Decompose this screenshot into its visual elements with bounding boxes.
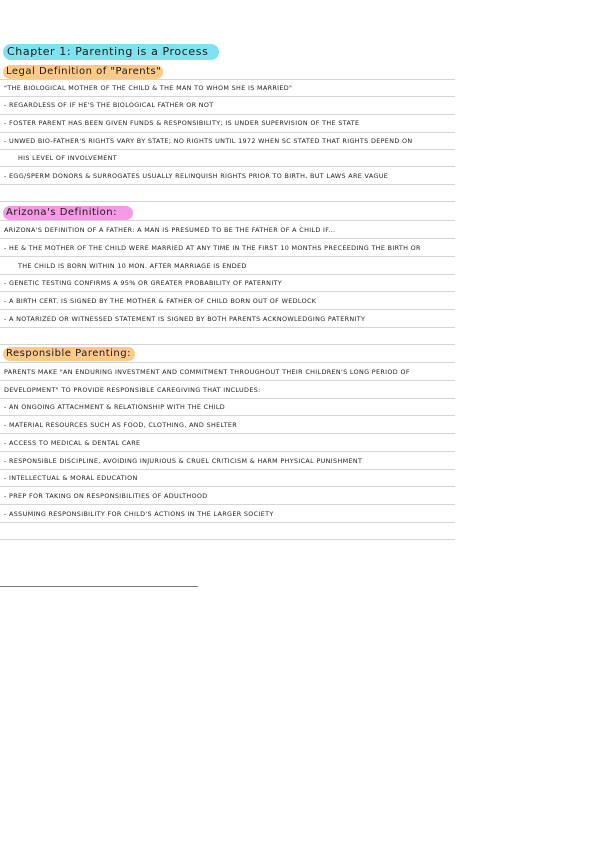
- note-line: - A NOTARIZED OR WITNESSED STATEMENT IS SIGNED BY BOTH PARENTS ACKNOWLEDGING PATERNITY: [4, 315, 366, 323]
- chapter-title: Chapter 1: Parenting is a Process: [3, 44, 219, 60]
- note-line: - ACCESS TO MEDICAL & DENTAL CARE: [4, 439, 141, 447]
- footnote-divider: [0, 586, 198, 587]
- note-line: - FOSTER PARENT HAS BEEN GIVEN FUNDS & RESPONSIBILITY; IS UNDER SUPERVISION OF THE STATE: [4, 119, 360, 127]
- ruled-line: [0, 184, 455, 185]
- note-line: - EGG/SPERM DONORS & SURROGATES USUALLY RELINQUISH RIGHTS PRIOR TO BIRTH, BUT LAWS ARE VAGUE: [4, 172, 389, 180]
- note-line: - ASSUMING RESPONSIBILITY FOR CHILD'S ACTIONS IN THE LARGER SOCIETY: [4, 510, 274, 518]
- ruled-line: [0, 362, 455, 363]
- note-line: - AN ONGOING ATTACHMENT & RELATIONSHIP WITH THE CHILD: [4, 403, 226, 411]
- ruled-line: [0, 451, 455, 452]
- section-heading-arizona-definition: Arizona's Definition:: [3, 206, 133, 220]
- ruled-line: [0, 327, 455, 328]
- ruled-line: [0, 344, 455, 345]
- ruled-line: [0, 469, 455, 470]
- ruled-line: [0, 380, 455, 381]
- ruled-line: [0, 256, 455, 257]
- ruled-line: [0, 114, 455, 115]
- ruled-line: [0, 274, 455, 275]
- note-line: - MATERIAL RESOURCES SUCH AS FOOD, CLOTHING, AND SHELTER: [4, 421, 237, 429]
- note-line: ARIZONA'S DEFINITION OF A FATHER: A MAN IS PRESUMED TO BE THE FATHER OF A CHILD IF...: [4, 226, 336, 234]
- note-line: DEVELOPMENT" TO PROVIDE RESPONSIBLE CAREGIVING THAT INCLUDES:: [4, 386, 261, 394]
- ruled-line: [0, 291, 455, 292]
- ruled-line: [0, 79, 455, 80]
- note-line: - GENETIC TESTING CONFIRMS A 95% OR GREATER PROBABILITY OF PATERNITY: [4, 279, 283, 287]
- ruled-line: [0, 238, 455, 239]
- note-line: - RESPONSIBLE DISCIPLINE, AVOIDING INJURIOUS & CRUEL CRITICISM & HARM PHYSICAL PUNISHMENT: [4, 457, 363, 465]
- ruled-line: [0, 132, 455, 133]
- ruled-line: [0, 220, 455, 221]
- note-line: - INTELLECTUAL & MORAL EDUCATION: [4, 474, 138, 482]
- section-heading-responsible-parenting: Responsible Parenting:: [3, 347, 135, 361]
- note-line: - UNWED BIO-FATHER'S RIGHTS VARY BY STATE; NO RIGHTS UNTIL 1972 WHEN SC STATED THAT RIGHTS DEPEND ON: [4, 137, 413, 145]
- note-line: "THE BIOLOGICAL MOTHER OF THE CHILD & THE MAN TO WHOM SHE IS MARRIED": [4, 84, 293, 92]
- section-heading-legal-definition: Legal Definition of "Parents": [3, 65, 163, 79]
- ruled-line: [0, 522, 455, 523]
- note-line: - REGARDLESS OF IF HE'S THE BIOLOGICAL FATHER OR NOT: [4, 101, 214, 109]
- note-line: THE CHILD IS BORN WITHIN 10 MON. AFTER MARRIAGE IS ENDED: [18, 262, 247, 270]
- ruled-line: [0, 166, 455, 167]
- note-line: - HE & THE MOTHER OF THE CHILD WERE MARRIED AT ANY TIME IN THE FIRST 10 MONTHS PRECEEDING THE BIRTH OR: [4, 244, 421, 252]
- ruled-line: [0, 504, 455, 505]
- ruled-line: [0, 486, 455, 487]
- note-line: - PREP FOR TAKING ON RESPONSIBILITIES OF ADULTHOOD: [4, 492, 208, 500]
- ruled-line: [0, 201, 455, 202]
- note-line: - A BIRTH CERT. IS SIGNED BY THE MOTHER & FATHER OF CHILD BORN OUT OF WEDLOCK: [4, 297, 317, 305]
- ruled-line: [0, 398, 455, 399]
- ruled-line: [0, 415, 455, 416]
- ruled-line: [0, 309, 455, 310]
- note-line: HIS LEVEL OF INVOLVEMENT: [18, 154, 117, 162]
- ruled-line: [0, 96, 455, 97]
- ruled-line: [0, 433, 455, 434]
- ruled-line: [0, 149, 455, 150]
- note-line: PARENTS MAKE "AN ENDURING INVESTMENT AND COMMITMENT THROUGHOUT THEIR CHILDREN'S LONG PERIOD OF: [4, 368, 410, 376]
- ruled-line: [0, 539, 455, 540]
